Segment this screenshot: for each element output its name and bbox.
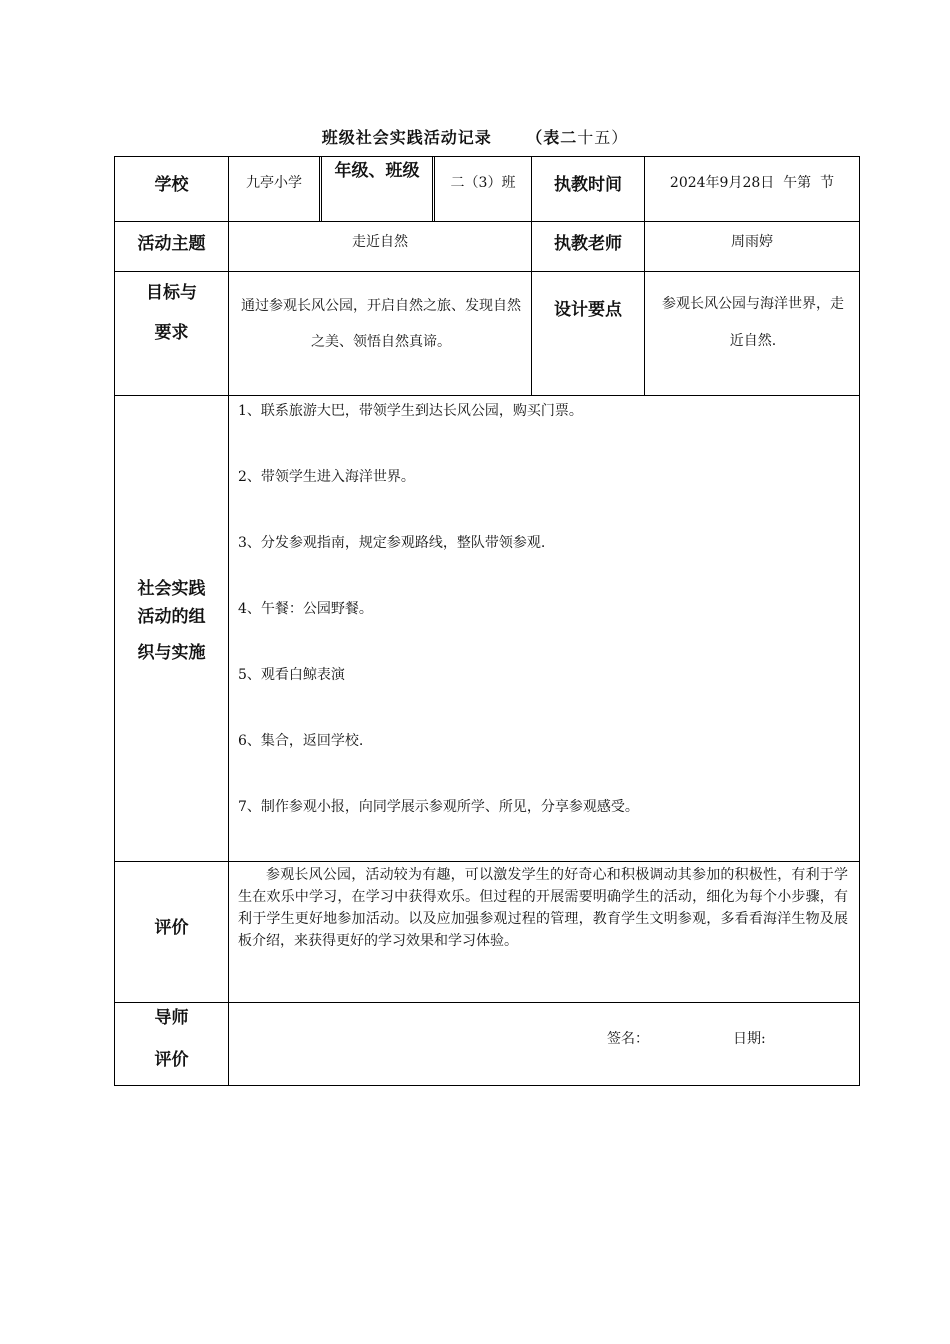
table-border xyxy=(859,156,860,1086)
school-label-text: 学校 xyxy=(154,174,189,195)
school-value-text: 九亭小学 xyxy=(246,175,302,191)
school-label xyxy=(115,157,228,207)
time-value xyxy=(645,157,859,207)
time-value-text: 2024年9月28日 午第 节 xyxy=(669,175,835,191)
design-value-text: 参观长风公园与海洋世界，走近自然. xyxy=(662,296,844,349)
goal-value xyxy=(236,288,526,360)
document-title xyxy=(0,125,950,148)
table-border xyxy=(319,156,320,222)
goal-label xyxy=(115,273,228,353)
table-border xyxy=(321,156,322,222)
step-item: 3、分发参观指南，规定参观路线，整队带领参观. xyxy=(238,535,546,551)
evaluation-text xyxy=(238,864,848,952)
evaluation-label-text: 评价 xyxy=(154,917,189,938)
table-number-suffix: 十五） xyxy=(577,128,629,147)
signature-label xyxy=(607,1028,649,1048)
goal-label-line2: 要求 xyxy=(154,323,189,343)
theme-value-text: 走近自然 xyxy=(352,234,408,250)
table-border xyxy=(114,395,860,396)
step-item: 2、带领学生进入海洋世界。 xyxy=(238,469,415,485)
grade-value xyxy=(435,157,531,207)
table-border xyxy=(114,1085,860,1086)
teacher-label-text: 执教老师 xyxy=(554,233,622,254)
implementation-label xyxy=(115,575,228,667)
school-value xyxy=(229,157,319,207)
table-border xyxy=(114,271,860,272)
mentor-label-line1: 导师 xyxy=(154,1008,189,1028)
table-number xyxy=(526,128,628,147)
implementation-label-line2: 活动的组 xyxy=(137,607,206,627)
date-label-text: 日期: xyxy=(733,1031,766,1047)
goal-label-line1: 目标与 xyxy=(146,283,197,303)
mentor-label xyxy=(115,1003,228,1074)
design-label xyxy=(532,290,644,324)
time-label-text: 执教时间 xyxy=(554,174,622,195)
goal-value-text: 通过参观长风公园，开启自然之旅、发现自然之美、领悟自然真谛。 xyxy=(241,298,521,350)
date-label xyxy=(733,1028,766,1048)
step-item: 7、制作参观小报，向同学展示参观所学、所见，分享参观感受。 xyxy=(238,799,639,815)
steps-list xyxy=(238,400,848,850)
theme-label xyxy=(115,222,228,260)
teacher-value-text: 周雨婷 xyxy=(731,234,773,250)
step-item: 1、联系旅游大巴，带领学生到达长风公园，购买门票。 xyxy=(238,403,583,419)
design-value xyxy=(660,286,846,360)
grade-label xyxy=(325,159,429,183)
evaluation-text-content: 参观长风公园，活动较为有趣，可以激发学生的好奇心和积极调动其参加的积极性，有利于学生在欢乐中学习，在学习中获得欢乐。但过程的开展需要明确学生的活动，细化为每个小步骤，有利于学生更好地参加活动。以及应加强参观过程的管理，教育学生文明参观，多看看海洋生物及展板介绍，来获得更好的学习效果和学习体验。 xyxy=(238,867,848,949)
implementation-label-line3: 织与实施 xyxy=(137,643,206,663)
table-border xyxy=(228,156,229,1086)
table-number-prefix: （表二 xyxy=(526,128,578,147)
step-item: 5、观看白鲸表演 xyxy=(238,667,345,683)
theme-label-text: 活动主题 xyxy=(137,233,206,254)
teacher-value xyxy=(645,222,859,260)
teacher-label xyxy=(532,222,644,260)
table-border xyxy=(432,156,433,222)
signature-label-text: 签名： xyxy=(607,1031,649,1047)
design-label-text: 设计要点 xyxy=(554,299,622,320)
implementation-label-line1: 社会实践 xyxy=(137,579,206,599)
time-label xyxy=(532,157,644,207)
title-text: 班级社会实践活动记录 xyxy=(321,128,492,147)
grade-label-text: 年级、班级 xyxy=(334,161,420,181)
table-border xyxy=(114,861,860,862)
evaluation-label xyxy=(115,905,228,945)
theme-value xyxy=(229,222,531,260)
mentor-label-line2: 评价 xyxy=(154,1050,189,1070)
grade-value-text: 二（3）班 xyxy=(450,175,516,191)
step-item: 4、午餐：公园野餐。 xyxy=(238,601,373,617)
step-item: 6、集合，返回学校. xyxy=(238,733,364,749)
